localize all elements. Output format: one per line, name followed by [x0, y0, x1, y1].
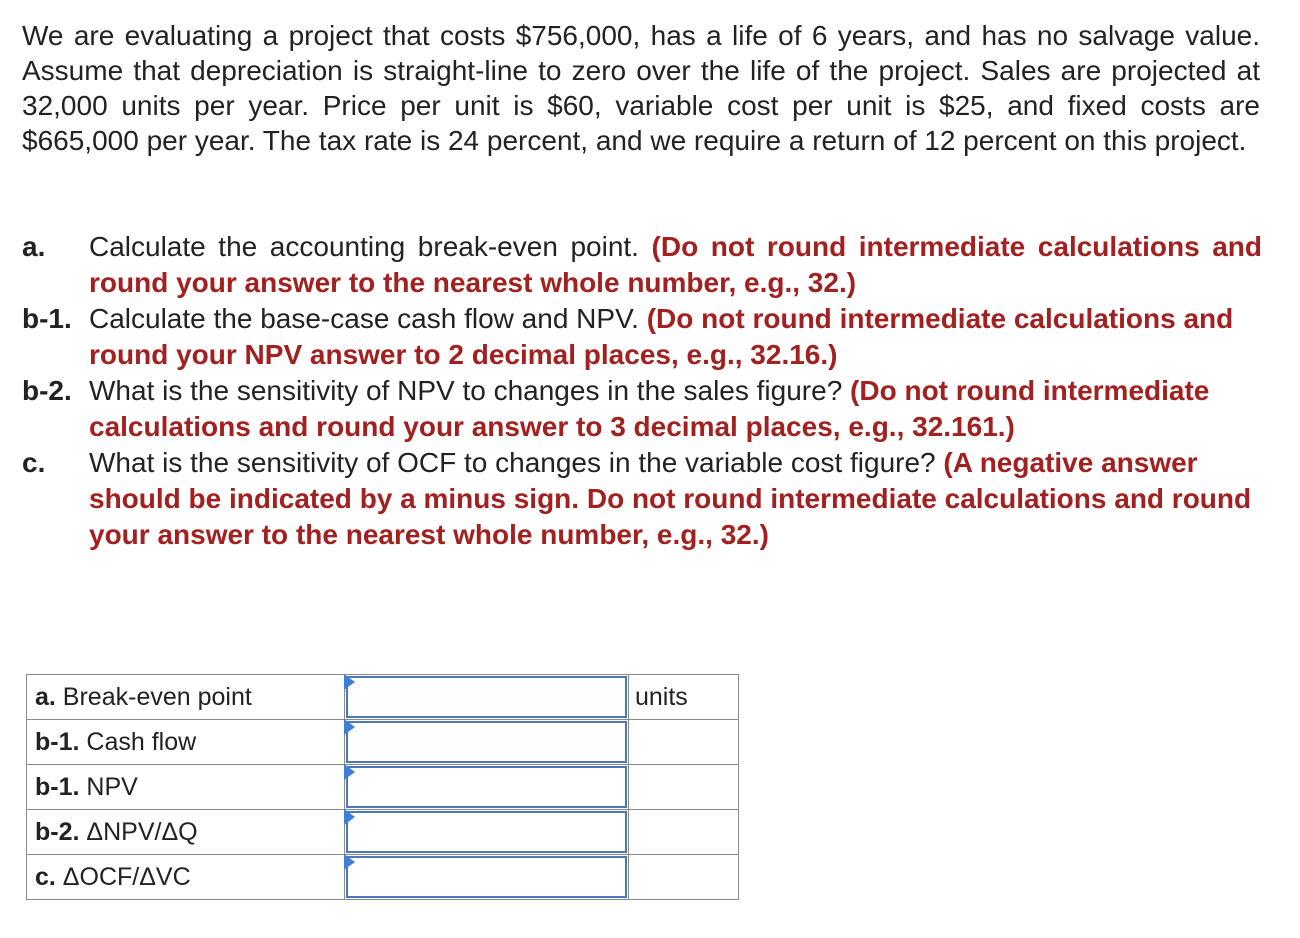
row-label-text: NPV: [79, 772, 138, 801]
required-flag-icon: [344, 854, 355, 870]
answer-input-box: [346, 856, 627, 898]
npv-sensitivity-input[interactable]: [348, 813, 625, 851]
break-even-input[interactable]: [348, 678, 625, 716]
table-row: [27, 675, 739, 720]
row-label: [27, 765, 345, 810]
answer-cell: [345, 765, 629, 810]
required-flag-icon: [344, 674, 355, 690]
part-a: [22, 229, 1262, 301]
part-instruction: (Do not round intermediate calculations and round your answer to 3 decimal places, e.g., 32.161.): [89, 375, 1210, 442]
answer-input-box: [346, 721, 627, 763]
part-instruction: (Do not round intermediate calculations and round your NPV answer to 2 decimal places, e.g., 32.16.): [89, 303, 1234, 370]
part-b2: [22, 373, 1262, 445]
part-question: Calculate the base-case cash flow and NPV.: [89, 303, 647, 334]
required-flag-icon: [344, 764, 355, 780]
row-label-bold: b-1.: [35, 727, 80, 756]
part-label: b-2.: [22, 375, 72, 406]
unit-cell: [629, 810, 739, 855]
row-label-bold: b-2.: [35, 817, 80, 846]
answer-cell: [345, 810, 629, 855]
part-c: [22, 445, 1262, 553]
table-row: [27, 855, 739, 900]
row-label: [27, 810, 345, 855]
question-parts: [22, 229, 1262, 553]
table-row: [27, 810, 739, 855]
row-label: [27, 675, 345, 720]
part-label: b-1.: [22, 303, 72, 334]
row-label-text: ΔNPV/ΔQ: [79, 817, 198, 846]
answer-input-box: [346, 676, 627, 718]
cash-flow-input[interactable]: [348, 723, 625, 761]
row-label-bold: b-1.: [35, 772, 80, 801]
unit-cell: [629, 855, 739, 900]
row-label-bold: a.: [35, 682, 56, 711]
part-label: c.: [22, 447, 46, 478]
part-body: [89, 373, 1262, 445]
part-question: Calculate the accounting break-even point.: [89, 231, 652, 262]
answer-input-box: [346, 811, 627, 853]
part-body: [89, 229, 1262, 301]
part-b1: [22, 301, 1262, 373]
table-row: [27, 720, 739, 765]
row-label: [27, 855, 345, 900]
table-row: [27, 765, 739, 810]
part-body: [89, 301, 1262, 373]
ocf-sensitivity-input[interactable]: [348, 858, 625, 896]
part-instruction: (A negative answer should be indicated by a minus sign. Do not round intermediate calculations and round your answer to the nearest whole number, e.g., 32.): [89, 447, 1252, 550]
unit-cell: units: [629, 675, 739, 720]
row-label-text: ΔOCF/ΔVC: [55, 862, 191, 891]
problem-statement: We are evaluating a project that costs $756,000, has a life of 6 years, and has no salvage value. Assume that depreciation is straight-line to zero over the life of the project. Sales are projected at 32,000 units per year. Price per unit is $60, variable cost per unit is $25, and fixed costs are $665,000 per year. The tax rate is 24 percent, and we require a return of 12 percent on this project.: [22, 20, 1260, 156]
answer-cell: [345, 855, 629, 900]
answer-cell: [345, 720, 629, 765]
npv-input[interactable]: [348, 768, 625, 806]
row-label-text: Cash flow: [79, 727, 197, 756]
unit-cell: [629, 720, 739, 765]
row-label: [27, 720, 345, 765]
row-label-bold: c.: [35, 862, 56, 891]
part-question: What is the sensitivity of NPV to changes in the sales figure?: [89, 375, 851, 406]
unit-cell: [629, 765, 739, 810]
answer-table: [26, 674, 739, 900]
answer-cell: [345, 675, 629, 720]
part-question: What is the sensitivity of OCF to changes in the variable cost figure?: [89, 447, 944, 478]
part-instruction: (Do not round intermediate calculations and round your answer to the nearest whole number, e.g., 32.): [89, 231, 1262, 298]
part-body: [89, 445, 1262, 553]
required-flag-icon: [344, 809, 355, 825]
required-flag-icon: [344, 719, 355, 735]
row-label-text: Break-even point: [55, 682, 252, 711]
answer-input-box: [346, 766, 627, 808]
part-label: a.: [22, 231, 46, 262]
